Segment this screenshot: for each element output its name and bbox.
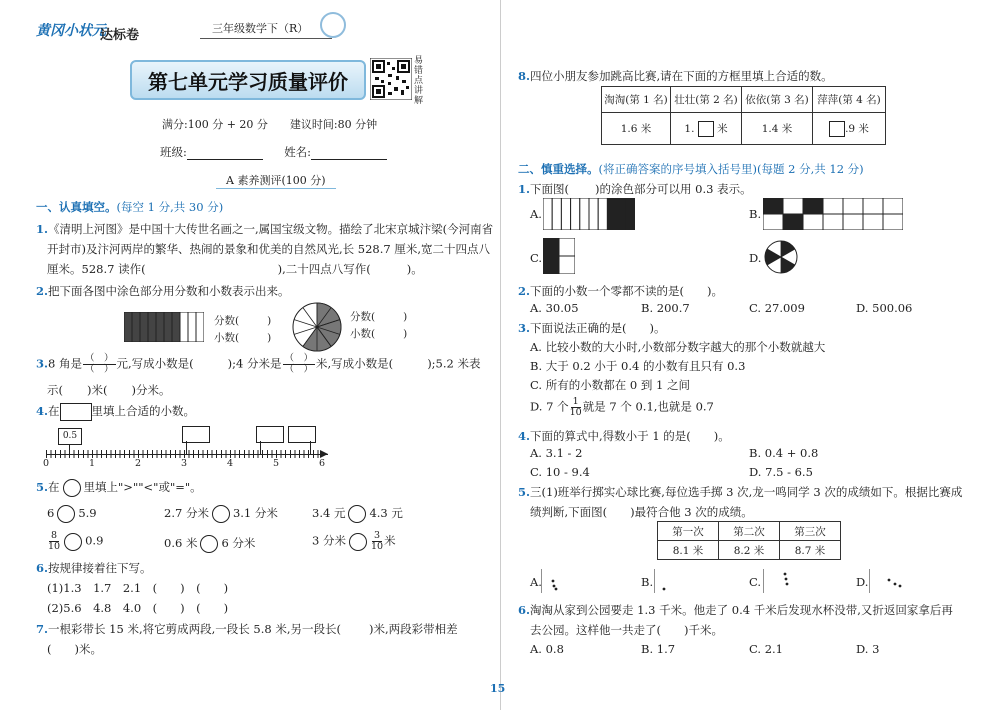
q8-value-3: 1.4 米 <box>742 113 813 145</box>
q2-fig1-decimal: 小数( ) <box>214 332 272 344</box>
q8-header-2: 壮壮(第 2 名) <box>671 87 742 113</box>
tick-label-2: 2 <box>135 458 142 469</box>
q2-fig2-fraction: 分数( ) <box>350 311 408 323</box>
p2q5-header-3: 第三次 <box>780 522 841 541</box>
q7-line2: ( )米。 <box>47 642 102 656</box>
q2-fig1-fraction: 分数( ) <box>214 315 272 327</box>
p2q3-option-c[interactable]: C. 所有的小数都在 0 到 1 之间 <box>530 378 690 392</box>
p2q1-option-a-label: A. <box>530 207 542 221</box>
q5-circle-1[interactable] <box>57 505 75 523</box>
p2q1-option-d-figure <box>764 240 798 274</box>
p2q1-option-d-label: D. <box>749 251 762 265</box>
tick-label-6: 6 <box>319 458 326 469</box>
p2q6-option-d[interactable]: D. 3 <box>856 642 880 656</box>
p2q5-option-b-label: B. <box>641 575 654 589</box>
p2q5-table <box>657 521 841 560</box>
p2q5-header-1: 第一次 <box>658 522 719 541</box>
q6-row1: (1)1.3 1.7 2.1 ( ) ( ) <box>47 581 229 595</box>
q3-line1: 3.8 角是 $\frac{( )}{( )}$ 元,写成小数是( );4 分米是 $\frac{( )}{( )}$ 米,写成小数是( );5.2 米表 <box>36 353 481 375</box>
page-title: 第七单元学习质量评价 <box>148 69 348 94</box>
p2q5-option-c-label: C. <box>749 575 762 589</box>
q5-circle-4[interactable] <box>64 533 82 551</box>
p2q6-option-a[interactable]: A. 0.8 <box>530 642 564 656</box>
qr-code-icon <box>370 58 412 100</box>
swirl-icon <box>320 12 346 38</box>
p2q4-text: 4.下面的算式中,得数小于 1 的是( )。 <box>518 429 730 443</box>
q8-text: 8.四位小朋友参加跳高比赛,请在下面的方框里填上合适的数。 <box>518 69 833 83</box>
q3-line2: 示( )米( )分米。 <box>47 383 171 397</box>
score-time-meta: 满分:100 分 + 20 分 建议时间:80 分钟 <box>162 118 378 131</box>
q8-value-1: 1.6 米 <box>602 113 671 145</box>
p2q4-option-c[interactable]: C. 10 - 9.4 <box>530 465 590 479</box>
q1-line3: 厘米。528.7 读作( ),二十四点八写作( )。 <box>47 262 423 276</box>
p2q5-value-1: 8.1 米 <box>658 541 719 560</box>
q1-line1: 1.《清明上河图》是中国十大传世名画之一,属国宝级文物。描绘了北宋京城汴梁(今河南省 <box>36 222 494 236</box>
q5-circle-5[interactable] <box>200 535 218 553</box>
subject-label: 三年级数学下（R） <box>200 20 332 39</box>
tick-label-4: 4 <box>227 458 234 469</box>
logo: 黄冈小状元 <box>36 23 106 39</box>
p2q1-option-b-figure <box>763 198 903 230</box>
q2-circle-figure <box>292 302 342 352</box>
title-banner <box>130 60 366 100</box>
logo-sub: 达标卷 <box>100 28 140 43</box>
p2q4-option-a[interactable]: A. 3.1 - 2 <box>530 446 583 460</box>
q5-row2-b: 0.6 米 6 分米 <box>164 535 255 553</box>
q4-text: 4.在 里填上合适的小数。 <box>36 403 195 421</box>
p2q4-option-b[interactable]: B. 0.4 + 0.8 <box>749 446 819 460</box>
q8-input-box-2[interactable] <box>829 121 845 137</box>
p2q1-option-a-figure <box>543 198 635 230</box>
page-number: 15 <box>490 682 506 695</box>
q5-text: 5.在 里填上">""<"或"="。 <box>36 479 202 497</box>
q8-value-4: .9 米 <box>813 113 886 145</box>
tick-label-5: 5 <box>273 458 280 469</box>
q8-table <box>601 86 886 145</box>
q7-line1: 7.一根彩带长 15 米,将它剪成两段,一段长 5.8 米,另一段长( )米,两段彩带相差 <box>36 622 458 636</box>
p2q5-option-a-figure <box>541 569 581 593</box>
p2q3-option-b[interactable]: B. 大于 0.2 小于 0.4 的小数有且只有 0.3 <box>530 359 746 373</box>
class-field[interactable] <box>187 147 263 160</box>
q1-line2: 开封市)及汴河两岸的繁华、热闹的景象和优美的自然风光,长 528.7 厘米,宽二十四点八 <box>47 242 491 256</box>
q2-bar-figure <box>124 312 204 342</box>
p2q3-option-d[interactable]: D. 7 个 $\frac{1}{10}$ 就是 7 个 0.1,也就是 0.7 <box>530 396 714 418</box>
qr-side-text: 易错点讲解 <box>414 56 424 106</box>
tick-label-1: 1 <box>89 458 96 469</box>
q5-row1-c: 3.4 元 4.3 元 <box>312 505 403 523</box>
class-label: 班级: <box>160 145 187 159</box>
p2q5-option-d-figure <box>869 569 909 593</box>
number-line <box>43 422 330 470</box>
p2q5-option-c-figure <box>763 569 803 593</box>
q6-row2: (2)5.6 4.8 4.0 ( ) ( ) <box>47 601 229 615</box>
q5-circle-6[interactable] <box>349 533 367 551</box>
section-label: A 素养测评(100 分) <box>216 172 336 189</box>
p2q2-option-b[interactable]: B. 200.7 <box>641 301 690 315</box>
q3-fraction-2[interactable]: $\frac{( )}{( )}$ <box>284 353 314 375</box>
q4-sample-box <box>60 403 92 421</box>
q5-row2-c: 3 分米 $\frac{3}{10}$ 米 <box>312 530 396 552</box>
p2q1-option-b-label: B. <box>749 207 762 221</box>
part2-heading: 二、慎重选择。(将正确答案的序号填入括号里)(每题 2 分,共 12 分) <box>518 162 864 176</box>
p2q5-line2: 绩判断,下面图( )最符合他 3 次的成绩。 <box>530 505 753 519</box>
p2q6-line2: 去公园。这样他一共走了( )千米。 <box>530 623 723 637</box>
p2q1-option-c-label: C. <box>530 251 543 265</box>
p2q2-option-a[interactable]: A. 30.05 <box>530 301 579 315</box>
name-field[interactable] <box>311 147 387 160</box>
part1-heading: 一、认真填空。(每空 1 分,共 30 分) <box>36 200 224 214</box>
q8-header-1: 淘淘(第 1 名) <box>602 87 671 113</box>
q5-row1-b: 2.7 分米 3.1 分米 <box>164 505 278 523</box>
p2q5-header-2: 第二次 <box>719 522 780 541</box>
p2q2-option-d[interactable]: D. 500.06 <box>856 301 913 315</box>
q8-header-4: 萍萍(第 4 名) <box>813 87 886 113</box>
q3-fraction-1[interactable]: $\frac{( )}{( )}$ <box>85 353 114 375</box>
p2q1-text: 1.下面图( )的涂色部分可以用 0.3 表示。 <box>518 182 752 196</box>
q5-row2-a: $\frac{8}{10}$ 0.9 <box>48 530 104 552</box>
name-label: 姓名: <box>284 145 312 159</box>
p2q5-value-3: 8.7 米 <box>780 541 841 560</box>
number-line-box-given: 0.5 <box>58 428 82 445</box>
tick-label-3: 3 <box>181 458 188 469</box>
q5-circle-2[interactable] <box>212 505 230 523</box>
p2q4-option-d[interactable]: D. 7.5 - 6.5 <box>749 465 813 479</box>
q8-value-2: 1. 米 <box>671 113 742 145</box>
p2q2-text: 2.下面的小数一个零都不读的是( )。 <box>518 284 723 298</box>
p2q5-value-2: 8.2 米 <box>719 541 780 560</box>
q8-header-3: 依依(第 3 名) <box>742 87 813 113</box>
q8-input-box-1[interactable] <box>698 121 714 137</box>
p2q5-option-a-label: A. <box>530 575 542 589</box>
p2q1-option-c-figure <box>543 238 575 274</box>
q2-text: 2.把下面各图中涂色部分用分数和小数表示出来。 <box>36 284 290 298</box>
p2q6-option-c[interactable]: C. 2.1 <box>749 642 783 656</box>
q5-circle-sample <box>63 479 81 497</box>
page-divider <box>500 0 501 710</box>
p2q5-option-b-figure <box>654 569 694 593</box>
tick-label-0: 0 <box>43 458 50 469</box>
q5-circle-3[interactable] <box>348 505 366 523</box>
p2q2-option-c[interactable]: C. 27.009 <box>749 301 805 315</box>
number-line-box-3[interactable] <box>288 426 316 443</box>
p2q3-text: 3.下面说法正确的是( )。 <box>518 321 666 335</box>
p2q6-option-b[interactable]: B. 1.7 <box>641 642 676 656</box>
p2q5-line1: 5.三(1)班举行掷实心球比赛,每位选手掷 3 次,龙一鸣同学 3 次的成绩如下。根据比赛成 <box>518 485 963 499</box>
p2q3-option-a[interactable]: A. 比较小数的大小时,小数部分数字越大的那个小数就越大 <box>530 340 826 354</box>
p2q5-option-d-label: D. <box>856 575 869 589</box>
q2-fig2-decimal: 小数( ) <box>350 328 408 340</box>
class-name-row <box>160 144 387 160</box>
q5-row1-a: 6 5.9 <box>47 505 97 523</box>
q6-text: 6.按规律接着往下写。 <box>36 561 152 575</box>
p2q6-line1: 6.淘淘从家到公园要走 1.3 千米。他走了 0.4 千米后发现水杯没带,又折返回家拿后再 <box>518 603 953 617</box>
